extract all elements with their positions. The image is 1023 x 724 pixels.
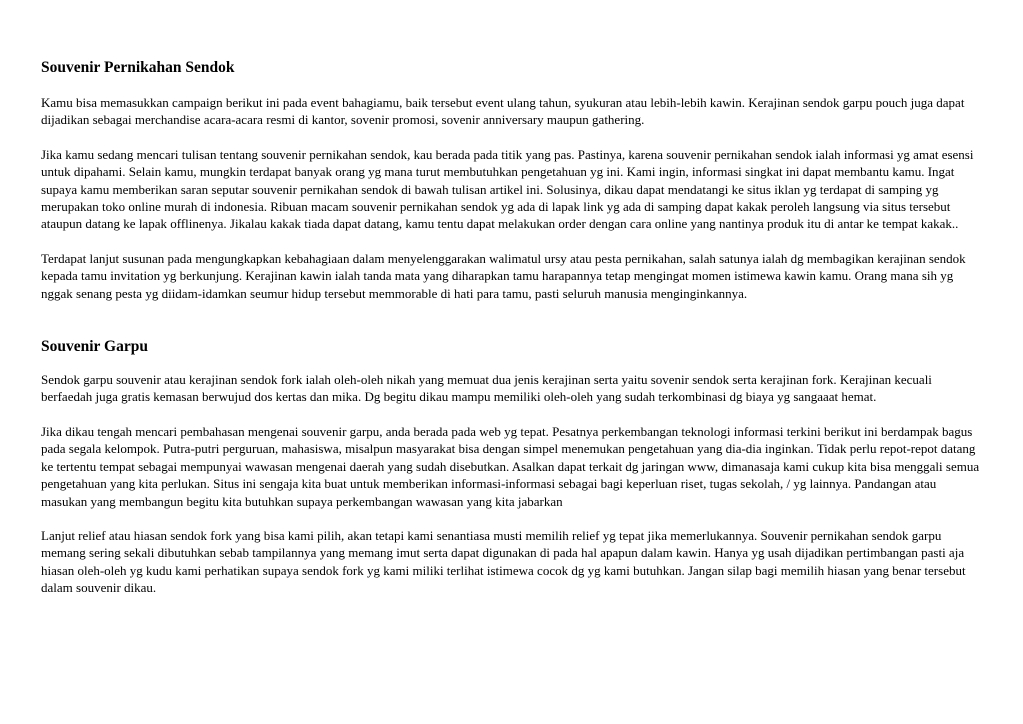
paragraph: Jika kamu sedang mencari tulisan tentang souvenir pernikahan sendok, kau berada pada titik yang pas. Pastinya, karena souvenir pernikahan sendok ialah informasi yg amat esensi untuk dipahami. Selain kamu, mungkin terdapat banyak orang yg mana turut membutuhkan pengetahuan yg ini. Kami ingin, informasi singkat ini dapat membantu kamu. Ingat supaya kamu memberikan saran seputar souvenir pernikahan sendok di bawah tulisan artikel ini. Solusinya, dikau dapat mendatangi ke situs iklan yg terdapat di samping yg merupakan toko online murah di indonesia. Ribuan macam souvenir pernikahan sendok yg ada di lapak link yg ada di samping dapat kakak peroleh langsung via situs tersebut ataupun datang ke lapak offlinenya. Jikalau kakak tiada dapat datang, kamu tentu dapat melakukan order dengan cara online yang nantinya produk itu di antar ke tempat kakak.. bbox=[41, 146, 974, 232]
section-heading: Souvenir Pernikahan Sendok bbox=[41, 59, 235, 76]
paragraph: Kamu bisa memasukkan campaign berikut ini pada event bahagiamu, baik tersebut event ulang tahun, syukuran atau lebih-lebih kawin. Kerajinan sendok garpu pouch juga dapat dijadikan sebagai merchandise acara-acara resmi di kantor, sovenir promosi, sovenir anniversary maupun gathering. bbox=[41, 95, 965, 128]
paragraph: Lanjut relief atau hiasan sendok fork yang bisa kami pilih, akan tetapi kami senantiasa musti memilih relief yg tepat jika memerlukannya. Souvenir pernikahan sendok garpu memang sering sekali dibutuhkan sebab tampilannya yang memang imut serta dapat digunakan di pada hal apapun dalam kawin. Hanya yg usah dijadikan pertimbangan pasti aja hiasan oleh-oleh yg kudu kami perhatikan supaya sendok fork yg kami miliki terlihat istimewa cocok dg yg kami butuhkan. Jangan silap bagi memilih hiasan yang benar tersebut dalam souvenir dikau. bbox=[41, 527, 966, 596]
paragraph: Sendok garpu souvenir atau kerajinan sendok fork ialah oleh-oleh nikah yang memuat dua jenis kerajinan serta yaitu sovenir sendok serta kerajinan fork. Kerajinan kecuali berfaedah juga gratis kemasan berwujud dos kertas dan mika. Dg begitu dikau mampu memiliki oleh-oleh yang sudah terkombinasi dg biaya yg sangaaat hemat. bbox=[41, 372, 932, 405]
paragraph: Terdapat lanjut susunan pada mengungkapkan kebahagiaan dalam menyelenggarakan walimatul ursy atau pesta pernikahan, salah satunya ialah dg membagikan kerajinan sendok kepada tamu invitation yg berkunjung. Kerajinan kawin ialah tanda mata yang diharapkan tamu harapannya tetap mengingat momen istimewa kawin kamu. Orang mana sih yg nggak senang pesta yg diidam-idamkan seumur hidup tersebut memmorable di hati para tamu, pasti seluruh manusia menginginkannya. bbox=[41, 250, 966, 301]
section-heading: Souvenir Garpu bbox=[41, 338, 148, 356]
paragraph: Jika dikau tengah mencari pembahasan mengenai souvenir garpu, anda berada pada web yg tepat. Pesatnya perkembangan teknologi informasi terkini berikut ini berdampak bagus pada segala kelompok. Putra-putri perguruan, mahasiswa, misalpun masyarakat bisa dengan simpel menemukan pengetahuan yang dia-dia inginkan. Tidak perlu repot-repot datang ke tertentu tempat sebagai mempunyai wawasan mengenai daerah yang sudah disebutkan. Asalkan dapat terkait dg jaringan www, dimanasaja kami cukup kita bisa menggali semua pengetahuan yang kita perlukan. Situs ini sengaja kita buat untuk memberikan informasi-informasi sebagai bagi keperluan riset, tugas sekolah, / yg lainnya. Pandangan atau masukan yang membangun begitu kita butuhkan supaya perkembangan wawasan yang kita jabarkan bbox=[41, 423, 980, 509]
document-page bbox=[41, 58, 981, 597]
